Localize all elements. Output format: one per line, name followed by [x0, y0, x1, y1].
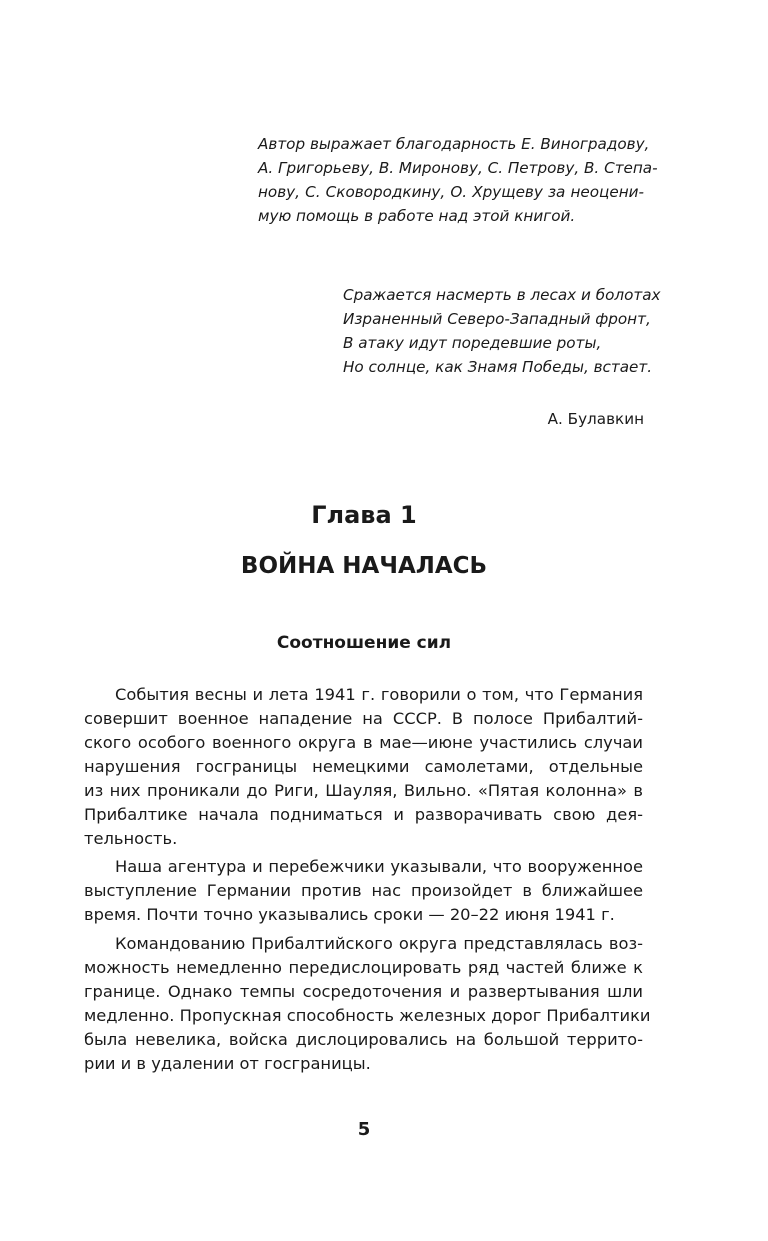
acknowledgement-line: нову, С. Сковородкину, О. Хрущеву за неоцени-	[258, 183, 644, 201]
paragraph-line: медленно. Пропускная способность железных дорог Прибалтики	[84, 1006, 651, 1025]
acknowledgement-line: Автор выражает благодарность Е. Виноградову,	[258, 135, 650, 153]
paragraph-line: границе. Однако темпы сосредоточения и развертывания шли	[84, 982, 643, 1001]
paragraph-line: События весны и лета 1941 г. говорили о том, что Германия	[115, 685, 643, 704]
paragraph-line: совершит военное нападение на СССР. В полосе Прибалтий-	[84, 709, 643, 728]
acknowledgement-line: мую помощь в работе над этой книгой.	[258, 207, 576, 225]
paragraph-line: Прибалтике начала подниматься и разворачивать свою дея-	[84, 805, 643, 824]
paragraph-line: была невелика, войска дислоцировались на большой террито-	[84, 1030, 643, 1049]
epigraph-author: А. Булавкин	[547, 410, 644, 428]
paragraph-line: из них проникали до Риги, Шауляя, Вильно. «Пятая колонна» в	[84, 781, 643, 800]
epigraph-line: Сражается насмерть в лесах и болотах	[343, 286, 661, 304]
paragraph-line: ского особого военного округа в мае—июне участились случаи	[84, 733, 643, 752]
paragraph-line: выступление Германии против нас произойдет в ближайшее	[84, 881, 643, 900]
paragraph-line: Командованию Прибалтийского округа представлялась воз-	[115, 934, 643, 953]
paragraph-line: рии и в удалении от госграницы.	[84, 1054, 371, 1073]
paragraph-line: можность немедленно передислоцировать ряд частей ближе к	[84, 958, 643, 977]
chapter-title: ВОЙНА НАЧАЛАСЬ	[240, 553, 488, 579]
chapter-number: Глава 1	[311, 501, 417, 529]
section-title: Соотношение сил	[276, 633, 452, 653]
paragraph-line: нарушения госграницы немецкими самолетами, отдельные	[84, 757, 643, 776]
epigraph-line: Израненный Северо-Западный фронт,	[343, 310, 651, 328]
paragraph-line: Наша агентура и перебежчики указывали, что вооруженное	[115, 857, 643, 876]
acknowledgement-line: А. Григорьеву, В. Миронову, С. Петрову, В. Степа-	[258, 159, 658, 177]
epigraph-line: Но солнце, как Знамя Победы, встает.	[343, 358, 653, 376]
paragraph-line: время. Почти точно указывались сроки — 20–22 июня 1941 г.	[84, 905, 615, 924]
epigraph-line: В атаку идут поредевшие роты,	[343, 334, 602, 352]
paragraph-line: тельность.	[84, 829, 178, 848]
page-number: 5	[357, 1119, 371, 1140]
